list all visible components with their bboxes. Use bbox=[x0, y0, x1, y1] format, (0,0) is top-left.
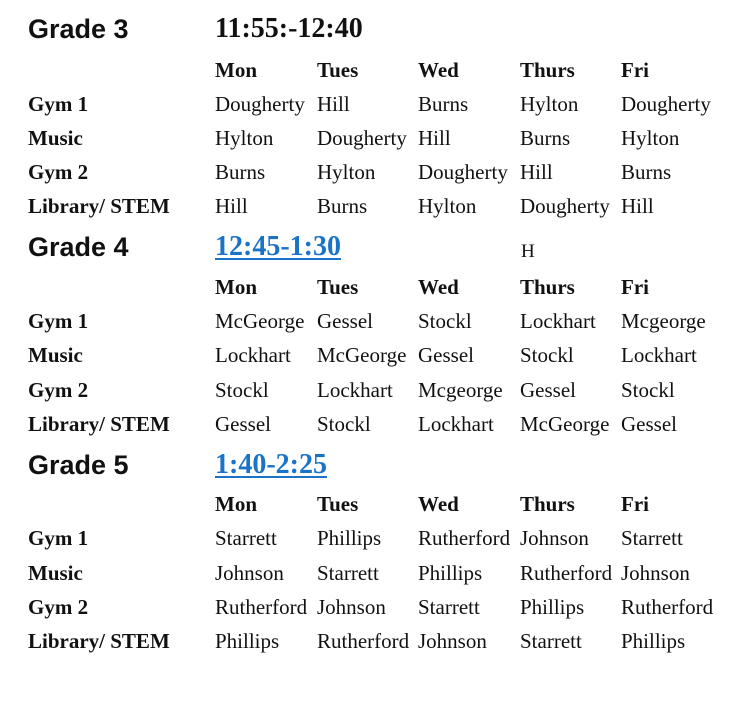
row-label: Music bbox=[28, 343, 83, 367]
teacher-cell: McGeorge bbox=[317, 343, 407, 367]
day-header: Thurs bbox=[520, 492, 575, 516]
row-label: Gym 1 bbox=[28, 526, 89, 550]
teacher-cell: Stockl bbox=[215, 378, 269, 402]
teacher-cell: Burns bbox=[215, 160, 266, 184]
teacher-cell: Gessel bbox=[621, 412, 677, 436]
teacher-cell: Dougherty bbox=[621, 92, 711, 116]
teacher-cell: Burns bbox=[317, 194, 368, 218]
teacher-cell: Phillips bbox=[215, 629, 280, 653]
teacher-cell: Stockl bbox=[317, 412, 371, 436]
teacher-cell: Stockl bbox=[520, 343, 574, 367]
teacher-cell: McGeorge bbox=[520, 412, 610, 436]
day-header: Mon bbox=[215, 58, 257, 82]
teacher-cell: Lockhart bbox=[317, 378, 393, 402]
teacher-cell: Lockhart bbox=[215, 343, 291, 367]
row-label: Gym 2 bbox=[28, 595, 89, 619]
grade-title: Grade 4 bbox=[28, 232, 129, 262]
teacher-cell: Dougherty bbox=[418, 160, 508, 184]
grade-title: Grade 5 bbox=[28, 450, 129, 480]
day-header: Fri bbox=[621, 492, 649, 516]
teacher-cell: Lockhart bbox=[520, 309, 596, 333]
day-header: Mon bbox=[215, 492, 257, 516]
row-label: Gym 1 bbox=[28, 92, 89, 116]
teacher-cell: Phillips bbox=[621, 629, 686, 653]
teacher-cell: Mcgeorge bbox=[621, 309, 706, 333]
row-label: Library/ STEM bbox=[28, 412, 170, 436]
row-label: Gym 2 bbox=[28, 160, 89, 184]
teacher-cell: Hill bbox=[621, 194, 654, 218]
teacher-cell: Phillips bbox=[520, 595, 585, 619]
row-label: Library/ STEM bbox=[28, 629, 170, 653]
teacher-cell: Phillips bbox=[317, 526, 382, 550]
teacher-cell: Burns bbox=[520, 126, 571, 150]
day-header: Wed bbox=[418, 492, 459, 516]
teacher-cell: Hill bbox=[317, 92, 350, 116]
grade-time-link[interactable]: 1:40-2:25 bbox=[215, 449, 327, 480]
teacher-cell: Burns bbox=[418, 92, 469, 116]
teacher-cell: Hylton bbox=[418, 194, 477, 218]
teacher-cell: Stockl bbox=[418, 309, 472, 333]
day-header: Wed bbox=[418, 58, 459, 82]
teacher-cell: Dougherty bbox=[215, 92, 305, 116]
teacher-cell: Burns bbox=[621, 160, 672, 184]
teacher-cell: Mcgeorge bbox=[418, 378, 503, 402]
row-label: Library/ STEM bbox=[28, 194, 170, 218]
teacher-cell: Starrett bbox=[621, 526, 683, 550]
teacher-cell: Dougherty bbox=[520, 194, 610, 218]
teacher-cell: Rutherford bbox=[520, 561, 613, 585]
teacher-cell: Hill bbox=[520, 160, 553, 184]
day-header: Fri bbox=[621, 275, 649, 299]
teacher-cell: Gessel bbox=[215, 412, 271, 436]
teacher-cell: Gessel bbox=[317, 309, 373, 333]
day-header: Tues bbox=[317, 58, 359, 82]
grade-time-link[interactable]: 12:45-1:30 bbox=[215, 231, 341, 262]
teacher-cell: Hylton bbox=[317, 160, 376, 184]
day-header: Fri bbox=[621, 58, 649, 82]
teacher-cell: Hylton bbox=[621, 126, 680, 150]
teacher-cell: Johnson bbox=[520, 526, 589, 550]
teacher-cell: Rutherford bbox=[418, 526, 511, 550]
teacher-cell: Johnson bbox=[621, 561, 690, 585]
teacher-cell: Johnson bbox=[317, 595, 386, 619]
teacher-cell: Johnson bbox=[418, 629, 487, 653]
row-label: Music bbox=[28, 126, 83, 150]
stray-text: H bbox=[521, 241, 535, 262]
teacher-cell: Gessel bbox=[520, 378, 576, 402]
teacher-cell: Rutherford bbox=[215, 595, 308, 619]
day-header: Wed bbox=[418, 275, 459, 299]
teacher-cell: Rutherford bbox=[621, 595, 714, 619]
teacher-cell: Dougherty bbox=[317, 126, 407, 150]
teacher-cell: Rutherford bbox=[317, 629, 410, 653]
day-header: Mon bbox=[215, 275, 257, 299]
teacher-cell: McGeorge bbox=[215, 309, 305, 333]
teacher-cell: Hylton bbox=[520, 92, 579, 116]
row-label: Music bbox=[28, 561, 83, 585]
teacher-cell: Lockhart bbox=[621, 343, 697, 367]
teacher-cell: Johnson bbox=[215, 561, 284, 585]
row-label: Gym 2 bbox=[28, 378, 89, 402]
day-header: Tues bbox=[317, 275, 359, 299]
teacher-cell: Starrett bbox=[418, 595, 480, 619]
teacher-cell: Hill bbox=[215, 194, 248, 218]
teacher-cell: Stockl bbox=[621, 378, 675, 402]
day-header: Tues bbox=[317, 492, 359, 516]
teacher-cell: Starrett bbox=[317, 561, 379, 585]
teacher-cell: Hylton bbox=[215, 126, 274, 150]
day-header: Thurs bbox=[520, 58, 575, 82]
grade-title: Grade 3 bbox=[28, 14, 129, 44]
row-label: Gym 1 bbox=[28, 309, 89, 333]
day-header: Thurs bbox=[520, 275, 575, 299]
grade-time: 11:55:-12:40 bbox=[215, 13, 363, 44]
teacher-cell: Starrett bbox=[215, 526, 277, 550]
teacher-cell: Phillips bbox=[418, 561, 483, 585]
teacher-cell: Hill bbox=[418, 126, 451, 150]
teacher-cell: Gessel bbox=[418, 343, 474, 367]
teacher-cell: Starrett bbox=[520, 629, 582, 653]
teacher-cell: Lockhart bbox=[418, 412, 494, 436]
